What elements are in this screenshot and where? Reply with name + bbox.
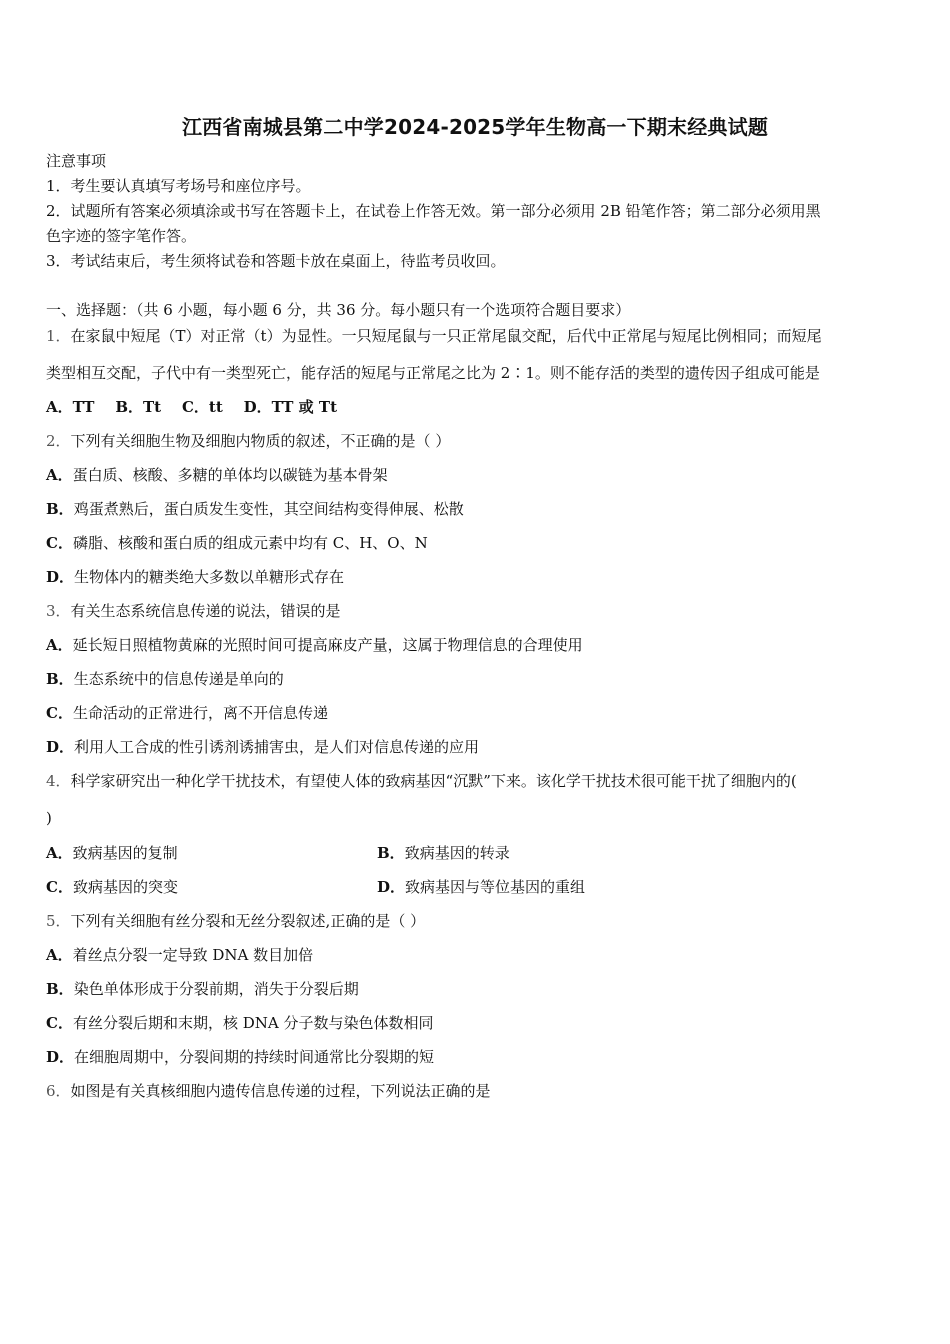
question-text: 科学家研究出一种化学干扰技术，有望使人体的致病基因“沉默”下来。该化学干扰技术很可能干扰了细胞内的(: [70, 772, 797, 790]
question-text: 在家鼠中短尾（T）对正常（t）为显性。一只短尾鼠与一只正常尾鼠交配，后代中正常尾与短尾比例相同；而短尾: [70, 327, 822, 345]
option-text: 磷脂、核酸和蛋白质的组成元素中均有 C、H、O、N: [72, 534, 428, 552]
question-number: 4．: [46, 772, 71, 790]
option-label: A．: [46, 636, 73, 654]
question-3-option-d: [46, 737, 479, 757]
option-text: 鸡蛋煮熟后，蛋白质发生变性，其空间结构变得伸展、松散: [73, 500, 464, 518]
option-label: C．: [46, 534, 73, 552]
question-4-stem-cont: ): [46, 809, 52, 827]
option-label: B．: [46, 670, 74, 688]
question-3-option-c: [46, 703, 328, 723]
option-text: 染色单体形成于分裂前期，消失于分裂后期: [73, 980, 359, 998]
option-label: D．: [46, 568, 75, 586]
question-number: 1．: [46, 327, 71, 345]
question-text: 有关生态系统信息传递的说法，错误的是: [70, 602, 341, 620]
question-1-stem: [46, 326, 822, 346]
option-text: 致病基因的突变: [72, 878, 178, 896]
question-2-option-b: [46, 499, 464, 519]
notice-item-3: 3．考试结束后，考生须将试卷和答题卡放在桌面上，待监考员收回。: [46, 252, 506, 270]
option-text: 利用人工合成的性引诱剂诱捕害虫，是人们对信息传递的应用: [74, 738, 480, 756]
option-label: C．: [46, 878, 73, 896]
question-2-option-c: [46, 533, 428, 553]
question-1-stem-cont: 类型相互交配，子代中有一类型死亡，能存活的短尾与正常尾之比为 2∶1。则不能存活的类型的遗传因子组成可能是: [46, 364, 820, 382]
question-4-option-b: [377, 843, 510, 863]
question-4-option-d: [377, 877, 585, 897]
option-text: 致病基因与等位基因的重组: [405, 878, 586, 896]
question-5-option-c: [46, 1013, 433, 1033]
question-3-option-b: [46, 669, 284, 689]
option-label: A．: [46, 946, 73, 964]
option-label: B．: [46, 500, 74, 518]
question-2-option-d: [46, 567, 344, 587]
option-text: 延长短日照植物黄麻的光照时间可提高麻皮产量，这属于物理信息的合理使用: [72, 636, 583, 654]
question-6-stem: [46, 1081, 491, 1101]
section-heading: 一、选择题：（共 6 小题，每小题 6 分，共 36 分。每小题只有一个选项符合题目要求）: [46, 301, 631, 319]
option-label: B．: [377, 844, 405, 862]
option-label: D．: [46, 1048, 75, 1066]
option-label: D．: [46, 738, 75, 756]
question-3-option-a: [46, 635, 583, 655]
option-text: 致病基因的转录: [404, 844, 510, 862]
option-text: 生物体内的糖类绝大多数以单糖形式存在: [74, 568, 345, 586]
option-label: C．: [46, 704, 73, 722]
question-text: 下列有关细胞生物及细胞内物质的叙述，不正确的是（ ）: [70, 432, 451, 450]
question-text: 如图是有关真核细胞内遗传信息传递的过程，下列说法正确的是: [70, 1082, 491, 1100]
question-4-option-c: [46, 877, 178, 897]
question-number: 2．: [46, 432, 71, 450]
option-text: 着丝点分裂一定导致 DNA 数目加倍: [72, 946, 314, 964]
question-5-option-d: [46, 1047, 434, 1067]
question-number: 3．: [46, 602, 71, 620]
option-text: 致病基因的复制: [72, 844, 178, 862]
question-2-stem: [46, 431, 450, 451]
option-label: A．: [46, 844, 73, 862]
question-text: 下列有关细胞有丝分裂和无丝分裂叙述,正确的是（ ）: [70, 912, 426, 930]
question-number: 5．: [46, 912, 71, 930]
question-4-stem: [46, 771, 797, 791]
question-number: 6．: [46, 1082, 71, 1100]
option-label: C．: [46, 1014, 73, 1032]
question-2-option-a: [46, 465, 388, 485]
notice-item-2: 2．试题所有答案必须填涂或书写在答题卡上，在试卷上作答无效。第一部分必须用 2B 铅笔作答；第二部分必须用黑: [46, 202, 821, 220]
page-title: 江西省南城县第二中学2024-2025学年生物高一下期末经典试题: [181, 115, 769, 139]
question-3-stem: [46, 601, 341, 621]
question-5-option-b: [46, 979, 359, 999]
question-5-stem: [46, 911, 425, 931]
option-text: 生命活动的正常进行，离不开信息传递: [72, 704, 328, 722]
question-1-options: A．TT B．Tt C．tt D．TT 或 Tt: [46, 398, 337, 416]
notice-item-2-cont: 色字迹的签字笔作答。: [46, 227, 197, 245]
option-label: B．: [46, 980, 74, 998]
notice-heading: 注意事项: [46, 152, 107, 170]
notice-item-1: 1．考生要认真填写考场号和座位序号。: [46, 177, 311, 195]
option-text: 有丝分裂后期和末期，核 DNA 分子数与染色体数相同: [72, 1014, 434, 1032]
question-5-option-a: [46, 945, 313, 965]
option-label: D．: [377, 878, 406, 896]
option-text: 生态系统中的信息传递是单向的: [73, 670, 284, 688]
question-4-option-a: [46, 843, 178, 863]
option-text: 在细胞周期中，分裂间期的持续时间通常比分裂期的短: [74, 1048, 435, 1066]
option-text: 蛋白质、核酸、多糖的单体均以碳链为基本骨架: [72, 466, 388, 484]
option-label: A．: [46, 466, 73, 484]
